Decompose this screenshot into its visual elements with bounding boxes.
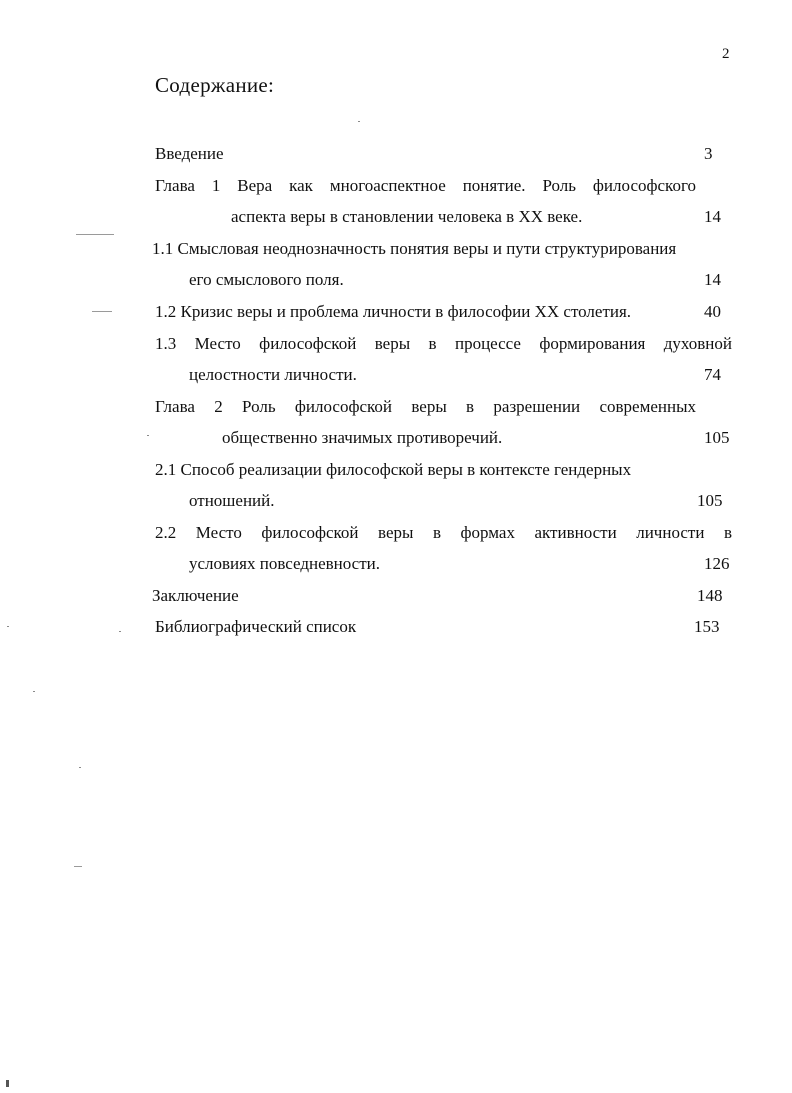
toc-entry-2-1-line-1: 2.1 Способ реализации философской веры в контексте гендерных [155, 460, 632, 479]
toc-entry-1-3-line-2: целостности личности. [189, 365, 357, 384]
toc-title: Содержание: [155, 73, 275, 97]
toc-entry-chapter-2-page: 105 [704, 428, 730, 447]
toc-entry-conclusion-page: 148 [697, 586, 723, 605]
toc-entry-2-2-page: 126 [704, 554, 730, 573]
scan-artifact [92, 311, 112, 312]
toc-entry-1-3-page: 74 [704, 365, 721, 384]
toc-entry-1-2-line-1: 1.2 Кризис веры и проблема личности в философии XX столетия. [155, 302, 632, 321]
toc-entry-intro: Введение [155, 144, 224, 163]
scan-artifact [79, 767, 81, 768]
toc-entry-1-1-line-1: 1.1 Смысловая неоднозначность понятия веры и пути структурирования [152, 239, 677, 258]
toc-entry-2-1-line-2: отношений. [189, 491, 275, 510]
toc-entry-2-2-line-1: 2.2 Место философской веры в формах активности личности в [155, 523, 732, 542]
toc-entry-1-1-page: 14 [704, 270, 721, 289]
scan-artifact [358, 121, 360, 122]
toc-entry-1-1-line-2: его смыслового поля. [189, 270, 344, 289]
toc-entry-bibliography-page: 153 [694, 617, 720, 636]
toc-entry-bibliography: Библиографический список [155, 617, 357, 636]
scan-artifact [76, 234, 114, 235]
toc-entry-chapter-1-line-1: Глава 1 Вера как многоаспектное понятие. Роль философского [155, 176, 696, 195]
toc-entry-1-3-line-1: 1.3 Место философской веры в процессе формирования духовной [155, 334, 732, 353]
toc-entry-1-2-page: 40 [704, 302, 721, 321]
scan-artifact [147, 435, 149, 436]
toc-entry-conclusion: Заключение [152, 586, 239, 605]
toc-entry-chapter-1-line-2: аспекта веры в становлении человека в XX веке. [231, 207, 583, 226]
toc-entry-chapter-1-page: 14 [704, 207, 721, 226]
toc-entry-2-2-line-2: условиях повседневности. [189, 554, 380, 573]
scan-artifact [74, 866, 82, 867]
toc-entry-intro-page: 3 [704, 144, 713, 163]
scan-artifact [119, 631, 121, 632]
toc-entry-chapter-2-line-1: Глава 2 Роль философской веры в разрешении современных [155, 397, 696, 416]
scan-artifact [6, 1080, 9, 1087]
scan-artifact [7, 626, 9, 627]
scan-artifact [33, 691, 35, 692]
page-number: 2 [722, 46, 730, 62]
toc-entry-2-1-page: 105 [697, 491, 723, 510]
toc-entry-chapter-2-line-2: общественно значимых противоречий. [222, 428, 503, 447]
